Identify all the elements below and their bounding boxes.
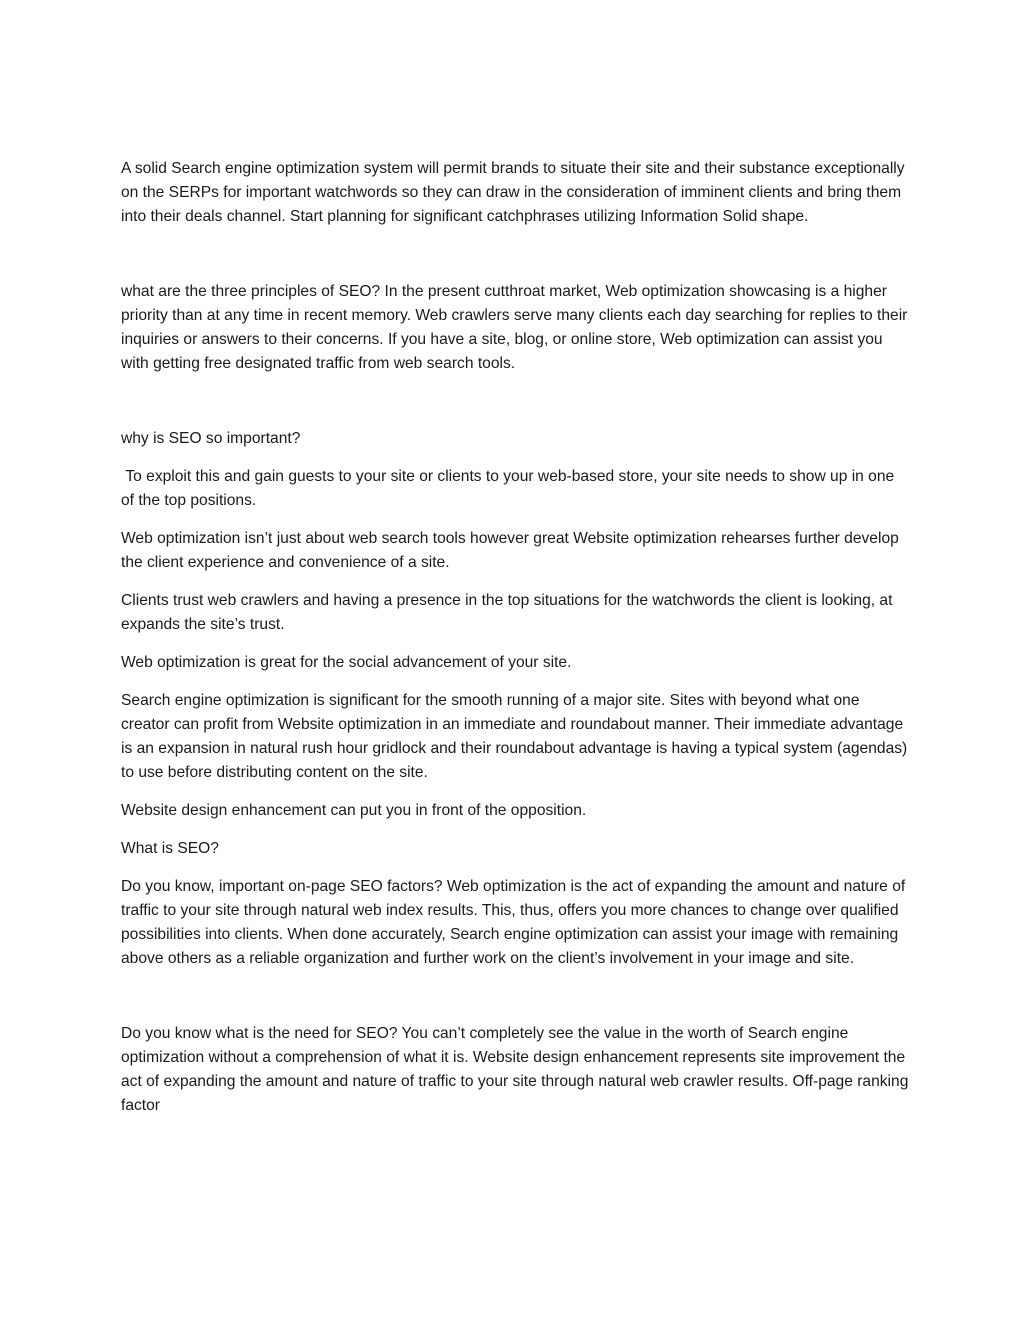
spacer	[121, 575, 911, 589]
paragraph-why-heading: why is SEO so important?	[121, 430, 301, 447]
spacer	[121, 823, 911, 837]
paragraph-intro: A solid Search engine optimization system will permit brands to situate their site and their substance exceptionally on the SERPs for important watchwords so they can draw in the consideration of imminent clients and bring them into their deals channel. Start planning for significant catchphrases utilizing Information Solid shape.	[121, 160, 909, 225]
paragraph-on-page-factors: Do you know, important on-page SEO factors? Web optimization is the act of expanding the amount and nature of traffic to your site through natural web index results. This, thus, offers you more chances to change over qualified possibilities into clients. When done accurately, Search engine optimization can assist your image with remaining above others as a reliable organization and further work on the client’s involvement in your image and site.	[121, 878, 910, 967]
document-body	[121, 157, 911, 1118]
paragraph-experience: Web optimization isn’t just about web search tools however great Website optimization rehearses further develop the client experience and convenience of a site.	[121, 530, 904, 571]
paragraph-social: Web optimization is great for the social advancement of your site.	[121, 654, 572, 671]
paragraph-trust: Clients trust web crawlers and having a presence in the top situations for the watchwords the client is looking, at expands the site’s trust.	[121, 592, 897, 633]
paragraph-principles: what are the three principles of SEO? In the present cutthroat market, Web optimization showcasing is a higher priority than at any time in recent memory. Web crawlers serve many clients each day searching for replies to their inquiries or answers to their concerns. If you have a site, blog, or online store, Web optimization can assist you with getting free designated traffic from web search tools.	[121, 283, 912, 372]
spacer	[121, 637, 911, 651]
spacer	[121, 785, 911, 799]
paragraph-major-site: Search engine optimization is significant for the smooth running of a major site. Sites with beyond what one creator can profit from Website optimization in an immediate and roundabout manner. Their immediate advantage is an expansion in natural rush hour gridlock and their roundabout advantage is having a typical system (agendas) to use before distributing content on the site.	[121, 692, 912, 781]
spacer	[121, 675, 911, 689]
paragraph-exploit: To exploit this and gain guests to your site or clients to your web-based store, your site needs to show up in one of the top positions.	[121, 468, 899, 509]
paragraph-need-for-seo: Do you know what is the need for SEO? You can’t completely see the value in the worth of Search engine optimization without a comprehension of what it is. Website design enhancement represents site improvement the act of expanding the amount and nature of traffic to your site through natural web crawler results. Off-page ranking factor	[121, 1025, 913, 1114]
spacer	[121, 376, 911, 427]
spacer	[121, 861, 911, 875]
paragraph-opposition: Website design enhancement can put you in front of the opposition.	[121, 802, 587, 819]
spacer	[121, 513, 911, 527]
spacer	[121, 229, 911, 280]
spacer	[121, 971, 911, 1022]
spacer	[121, 451, 911, 465]
paragraph-what-is-seo: What is SEO?	[121, 840, 219, 857]
